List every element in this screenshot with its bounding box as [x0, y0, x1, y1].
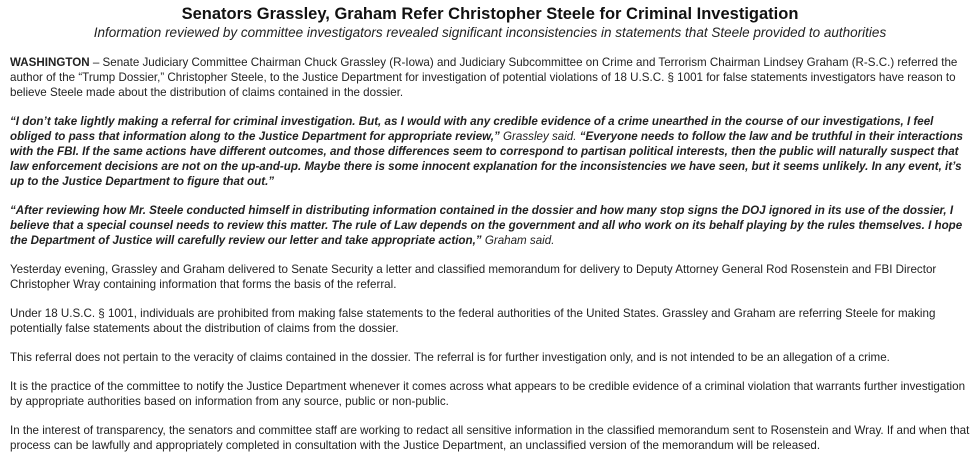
grassley-quote-part-2: “Everyone needs to follow the law and be truthful in their interactions with the FBI. If the same actions have different outcomes, and those differences seem to correspond to partisan political interests, then the public will naturally suspect that law enforcement decisions are not on the up-and-up. Maybe there is some innocent explanation for the inconsistencies we have seen, but it seems unlikely. In any event, it’s up to the Justice Department to figure that out.” — [10, 130, 963, 188]
paragraph-transparency: In the interest of transparency, the senators and committee staff are working to redact all sensitive information in the classified memorandum sent to Rosenstein and Wray. If and when that process can be lawfully and appropriately completed in consultation with the Justice Department, an unclassified version of the memorandum will be released. — [10, 424, 970, 452]
grassley-attribution: Grassley said. — [499, 130, 580, 143]
subheadline: Information reviewed by committee investigators revealed significant inconsistencies in statements that Steele provided to authorities — [93, 25, 887, 40]
paragraph-statute: Under 18 U.S.C. § 1001, individuals are prohibited from making false statements to the federal authorities of the United States. Grassley and Graham are referring Steele for making potentially false statements about the distribution of claims from the dossier. — [10, 307, 936, 335]
paragraph-delivery: Yesterday evening, Grassley and Graham delivered to Senate Security a letter and classified memorandum for delivery to Deputy Attorney General Rod Rosenstein and FBI Director Christopher Wray containing information that forms the basis of the referral. — [10, 263, 937, 291]
paragraph-graham-quote — [10, 203, 970, 248]
graham-attribution: Graham said. — [481, 234, 555, 247]
paragraph-veracity: This referral does not pertain to the veracity of claims contained in the dossier. The referral is for further investigation only, and is not intended to be an allegation of a crime. — [10, 351, 890, 364]
paragraph-practice: It is the practice of the committee to notify the Justice Department whenever it comes across what appears to be credible evidence of a criminal violation that warrants further investigation by appropriate authorities based on information from any source, public or non-public. — [10, 380, 966, 408]
intro-text: – Senate Judiciary Committee Chairman Chuck Grassley (R-Iowa) and Judiciary Subcommittee on Crime and Terrorism Chairman Lindsey Graham (R-S.C.) referred the author of the “Trump Dossier,” Christopher Steele, to the Justice Department for investigation of potential violations of 18 U.S.C. § 1001 for false statements investigators have reason to believe Steele made about the distribution of claims contained in the dossier. — [10, 56, 958, 99]
paragraph-grassley-quote — [10, 114, 970, 189]
headline: Senators Grassley, Graham Refer Christopher Steele for Criminal Investigation — [181, 5, 799, 23]
paragraph-intro — [10, 55, 970, 100]
dateline: WASHINGTON — [10, 56, 90, 69]
grassley-quote-part-1: “I don’t take lightly making a referral for criminal investigation. But, as I would with any credible evidence of a crime unearthed in the course of our investigations, I feel obliged to pass that information along to the Justice Department for appropriate review,” — [10, 115, 934, 143]
graham-quote: “After reviewing how Mr. Steele conducted himself in distributing information contained in the dossier and how many stop signs the DOJ ignored in its use of the dossier, I believe that a special counsel needs to review this matter. The rule of Law depends on the government and all who work on its behalf playing by the rules themselves. I hope the Department of Justice will carefully review our letter and take appropriate action,” — [10, 204, 963, 247]
